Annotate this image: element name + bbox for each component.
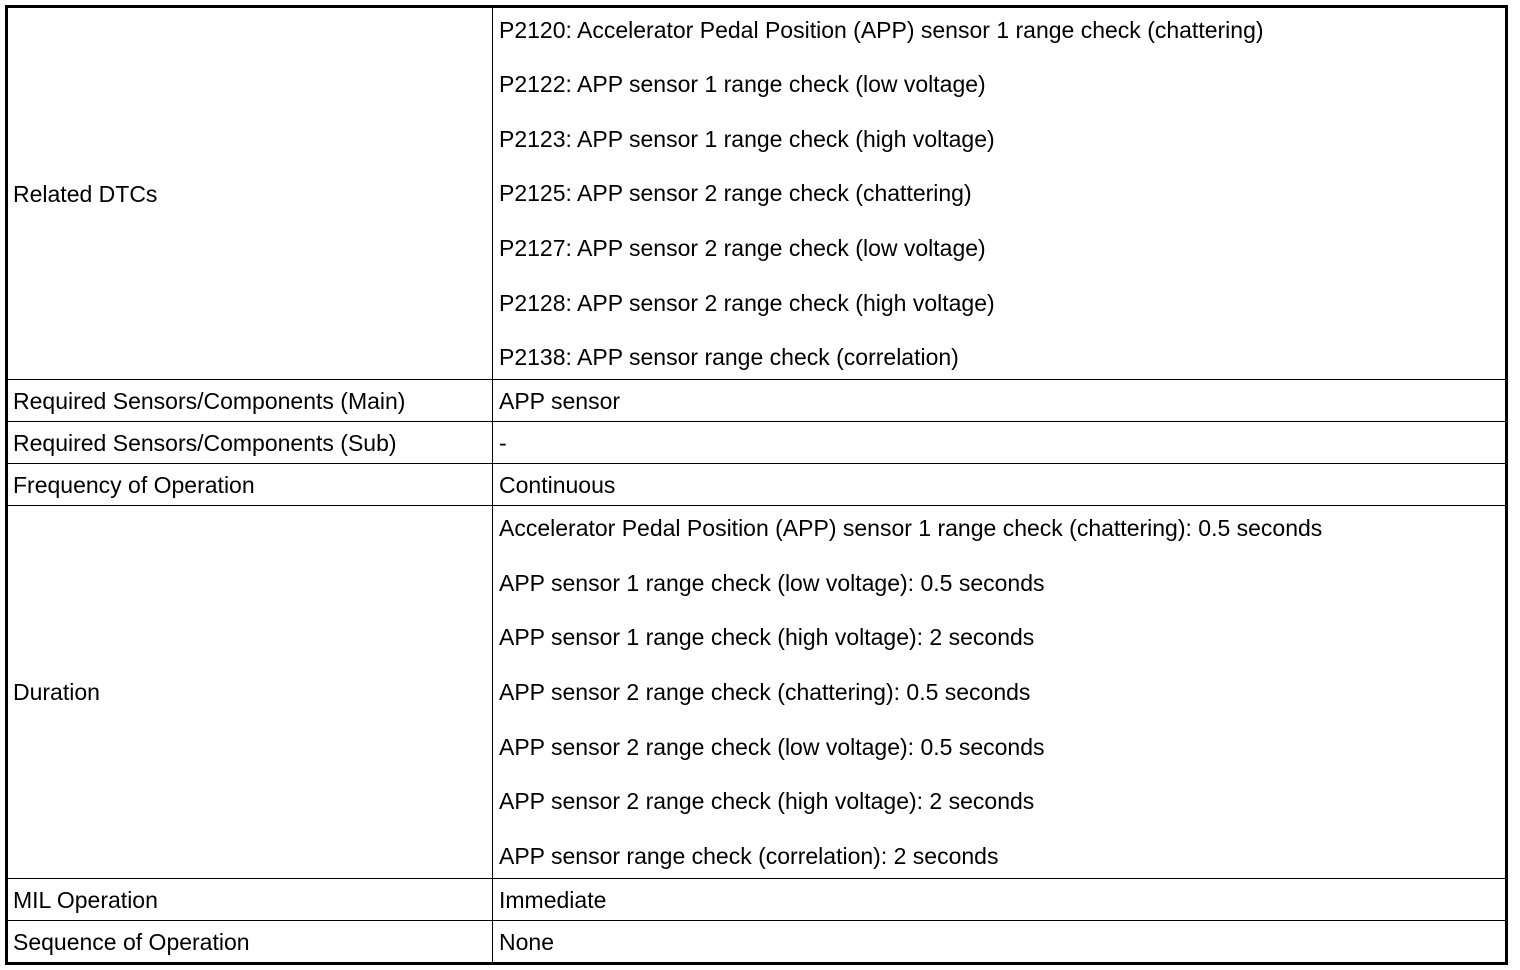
duration-item: APP sensor 2 range check (high voltage): 2 seconds	[499, 788, 1035, 815]
duration-item: Accelerator Pedal Position (APP) sensor 1 range check (chattering): 0.5 seconds	[499, 515, 1323, 541]
row-label: Duration	[7, 506, 493, 879]
row-value: -	[493, 422, 1507, 464]
table-row-required-main	[7, 380, 1507, 422]
dtc-list	[499, 14, 1499, 374]
duration-list	[499, 512, 1499, 872]
row-label: Required Sensors/Components (Sub)	[7, 422, 493, 464]
dtc-item: P2128: APP sensor 2 range check (high voltage)	[499, 289, 995, 316]
row-label: Required Sensors/Components (Main)	[7, 380, 493, 422]
table-row-frequency	[7, 464, 1507, 506]
row-label: Frequency of Operation	[7, 464, 493, 506]
dtc-item: P2125: APP sensor 2 range check (chattering)	[499, 180, 972, 207]
table-row-required-sub	[7, 422, 1507, 464]
duration-item: APP sensor 1 range check (low voltage): 0.5 seconds	[499, 569, 1045, 596]
dtc-item: P2120: Accelerator Pedal Position (APP) sensor 1 range check (chattering)	[499, 16, 1264, 43]
table-row-mil-operation	[7, 879, 1507, 921]
table-row-related-dtcs	[7, 7, 1507, 380]
row-value	[493, 506, 1507, 879]
duration-item: APP sensor 2 range check (low voltage): 0.5 seconds	[499, 733, 1045, 760]
dtc-item: P2122: APP sensor 1 range check (low voltage)	[499, 71, 986, 98]
dtc-item: P2127: APP sensor 2 range check (low voltage)	[499, 235, 986, 262]
duration-item: APP sensor range check (correlation): 2 seconds	[499, 842, 999, 869]
duration-item: APP sensor 2 range check (chattering): 0.5 seconds	[499, 678, 1031, 705]
row-value	[493, 7, 1507, 380]
row-label: MIL Operation	[7, 879, 493, 921]
table-row-duration	[7, 506, 1507, 879]
duration-item: APP sensor 1 range check (high voltage): 2 seconds	[499, 624, 1035, 651]
row-label: Sequence of Operation	[7, 921, 493, 964]
row-label: Related DTCs	[7, 7, 493, 380]
dtc-item: P2123: APP sensor 1 range check (high voltage)	[499, 125, 995, 152]
row-value: APP sensor	[493, 380, 1507, 422]
row-value: Immediate	[493, 879, 1507, 921]
row-value: Continuous	[493, 464, 1507, 506]
table-row-sequence	[7, 921, 1507, 964]
monitor-description-table	[5, 5, 1508, 965]
dtc-item: P2138: APP sensor range check (correlation)	[499, 344, 959, 371]
row-value: None	[493, 921, 1507, 964]
